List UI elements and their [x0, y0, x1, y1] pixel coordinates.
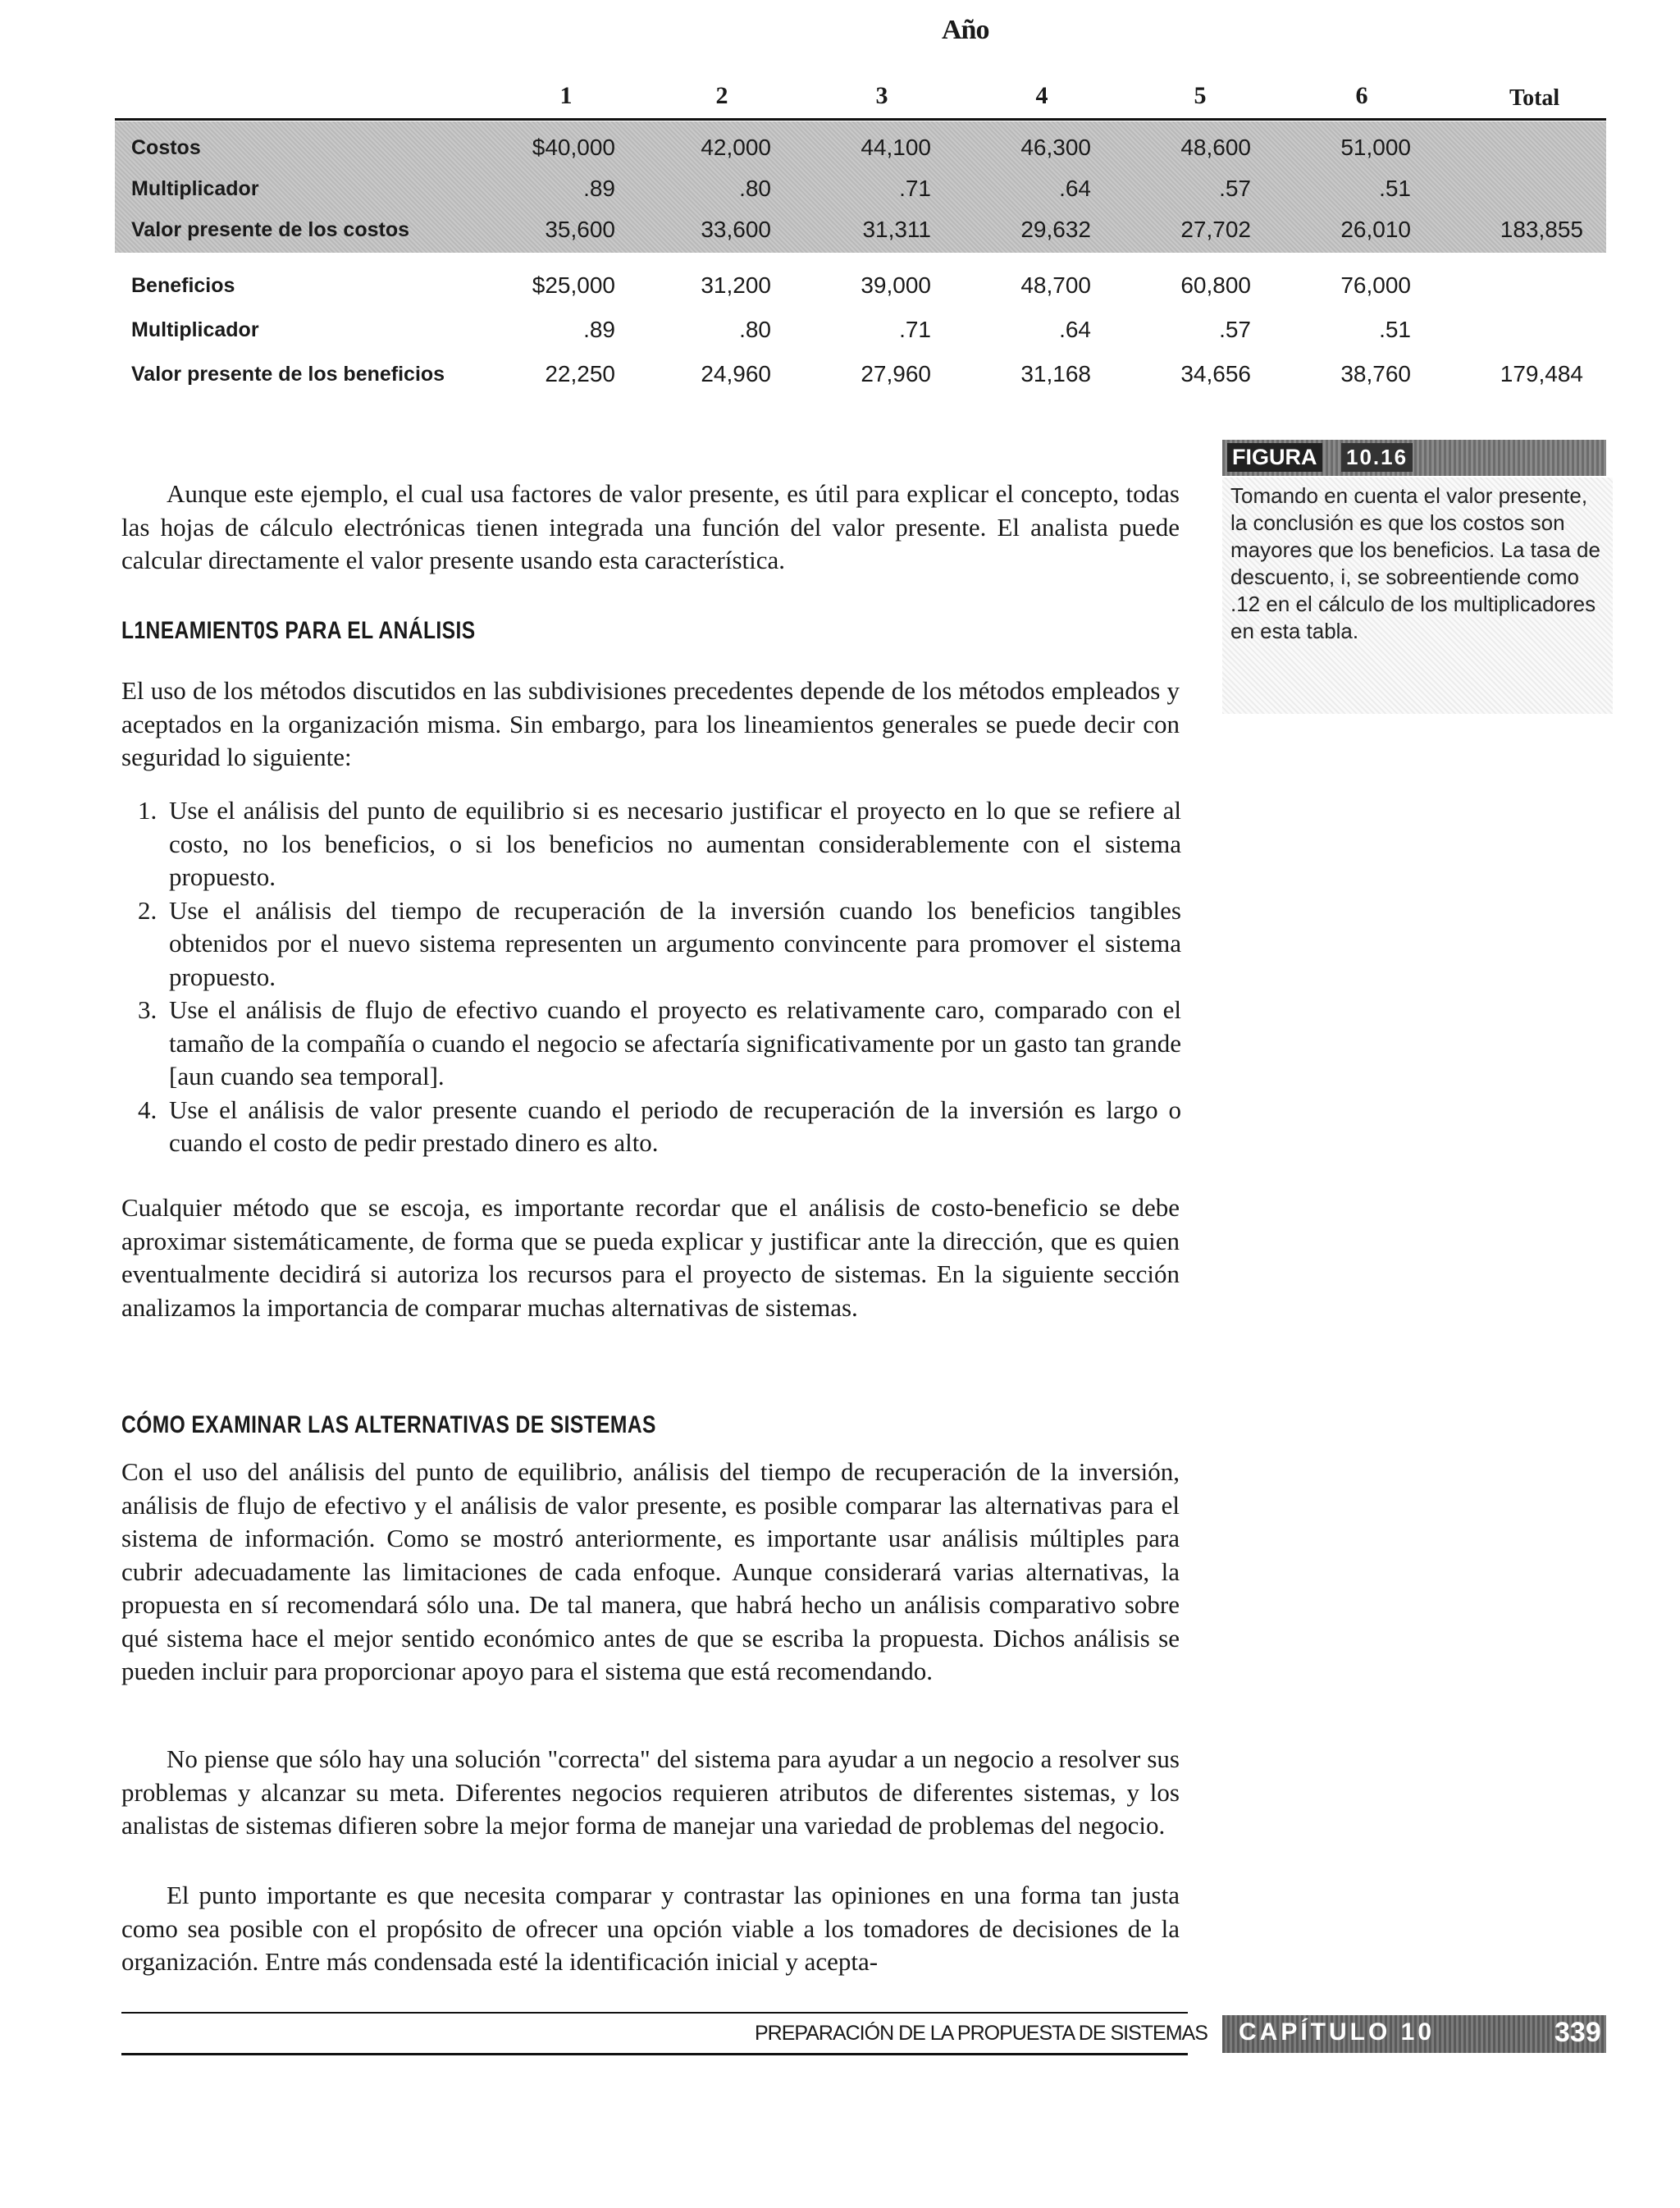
paragraph: Cualquier método que se escoja, es importante recordar que el análisis de costo-beneficio se debe aproximar sistemáticamente, de forma que se pueda explicar y justificar ante la dirección, que es quien eventualmente decidirá si autoriza los recursos para el proyecto de sistemas. En la siguiente sección analizamos la importancia de comparar muchas alternativas de sistemas. [121, 1193, 1180, 1322]
cell: .80 [739, 317, 771, 342]
section-heading: CÓMO EXAMINAR LAS ALTERNATIVAS DE SISTEMAS [121, 1411, 656, 1438]
row-label: Costos [131, 136, 201, 159]
cell: .51 [1379, 317, 1411, 342]
cell: 44,100 [861, 135, 931, 160]
guidelines-list [138, 794, 1181, 1160]
cell: 31,168 [1020, 361, 1091, 386]
list-number: 3. [138, 995, 158, 1024]
cell: .51 [1379, 176, 1411, 201]
list-text: Use el análisis de flujo de efectivo cuando el proyecto es relativamente caro, comparado con el tamaño de la compañía o cuando el negocio se afectaría significativamente por un gasto tan grande [aun cuando sea temporal]. [169, 995, 1181, 1090]
cell: 35,600 [545, 217, 615, 242]
row-label: Multiplicador [131, 177, 259, 200]
cell: 29,632 [1020, 217, 1091, 242]
cell-total: 179,484 [1500, 361, 1583, 386]
cell: 34,656 [1180, 361, 1251, 386]
year-3: 3 [875, 82, 888, 109]
paragraph: El uso de los métodos discutidos en las subdivisiones precedentes depende de los métodos empleados y aceptados en la organización misma. Sin embargo, para los lineamientos generales se puede decir con seguridad lo siguiente: [121, 676, 1180, 771]
cell: 27,702 [1180, 217, 1251, 242]
section-heading: L1NEAMIENT0S PARA EL ANÁLISIS [121, 617, 476, 644]
list-number: 2. [138, 895, 158, 925]
cell: 31,311 [862, 217, 931, 242]
cell: 31,200 [701, 272, 771, 298]
cell: 48,600 [1180, 135, 1251, 160]
cell: .89 [583, 317, 615, 342]
cell: .89 [583, 176, 615, 201]
cell: $25,000 [532, 272, 615, 298]
year-1: 1 [559, 82, 573, 109]
paragraph: Con el uso del análisis del punto de equilibrio, análisis del tiempo de recuperación de la inversión, análisis de flujo de efectivo y el análisis de valor presente, es posible comparar las alternativas para el sistema de información. Como se mostró anteriormente, es importante usar análisis múltiples para cubrir adecuadamente las limitaciones de cada enfoque. Aunque considerará varias alternativas, la propuesta en sí recomendará sólo una. De tal manera, que habrá hecho un análisis comparativo sobre qué sistema hace el mejor sentido económico antes de que se escriba la propuesta. Dichos análisis se pueden incluir para proporcionar apoyo para el sistema que está recomendando. [121, 1457, 1180, 1685]
cell: .71 [899, 317, 931, 342]
table-row-benefits [115, 267, 1606, 307]
total-header: Total [1509, 85, 1560, 111]
row-label: Multiplicador [131, 318, 259, 341]
table-row-costs [115, 130, 1606, 169]
list-text: Use el análisis de valor presente cuando el periodo de recuperación de la inversión es largo o cuando el costo de pedir prestado dinero es alto. [169, 1095, 1181, 1157]
cell: .71 [899, 176, 931, 201]
year-6: 6 [1355, 82, 1368, 109]
footer-rule-bottom [121, 2053, 1188, 2055]
cell: 24,960 [701, 361, 771, 386]
cell: 22,250 [545, 361, 615, 386]
year-4: 4 [1035, 82, 1048, 109]
cell: $40,000 [532, 135, 615, 160]
cell: 48,700 [1020, 272, 1091, 298]
cell: 38,760 [1340, 361, 1411, 386]
cell: .57 [1219, 176, 1251, 201]
running-footer-title: PREPARACIÓN DE LA PROPUESTA DE SISTEMAS [755, 2022, 1208, 2045]
list-item [138, 794, 1181, 894]
cell: 51,000 [1340, 135, 1411, 160]
cell: .57 [1219, 317, 1251, 342]
chapter-label: CAPÍTULO 10 [1239, 2018, 1436, 2046]
cell: .64 [1059, 317, 1091, 342]
table-row-present-value-costs [115, 212, 1606, 251]
figure-label: FIGURA [1227, 443, 1322, 472]
footer-rule-top [121, 2012, 1188, 2014]
figure-number: 10.16 [1341, 443, 1413, 472]
page-number: 339 [1554, 2017, 1601, 2048]
cell: 27,960 [861, 361, 931, 386]
list-text: Use el análisis del tiempo de recuperación de la inversión cuando los beneficios tangibles obtenidos por el nuevo sistema representen un argumento convincente para promover el sistema propuesto. [169, 895, 1181, 991]
table-row-multiplier [115, 171, 1606, 210]
list-text: Use el análisis del punto de equilibrio si es necesario justificar el proyecto en lo que se refiere al costo, no los beneficios, o si los beneficios no aumentan considerablemente con el sistema propuesto. [169, 796, 1181, 891]
year-5: 5 [1194, 82, 1207, 109]
figure-caption: Tomando en cuenta el valor presente, la conclusión es que los costos son mayores que los beneficios. La tasa de descuento, i, se sobreentiende como .12 en el cálculo de los multiplicadores en esta tabla. [1222, 478, 1613, 714]
row-label: Valor presente de los costos [131, 218, 410, 241]
cell: 39,000 [861, 272, 931, 298]
row-label: Beneficios [131, 274, 235, 297]
list-item [138, 894, 1181, 994]
list-item [138, 994, 1181, 1094]
list-number: 1. [138, 796, 158, 825]
year-header: Año [942, 15, 989, 45]
cell: 76,000 [1340, 272, 1411, 298]
cell: 60,800 [1180, 272, 1251, 298]
cell: .80 [739, 176, 771, 201]
paragraph: El punto importante es que necesita comparar y contrastar las opiniones en una forma tan justa como sea posible con el propósito de ofrecer una opción viable a los tomadores de decisiones de la organización. Entre más condensada esté la identificación inicial y acepta- [121, 1881, 1180, 1976]
paragraph: No piense que sólo hay una solución "correcta" del sistema para ayudar a un negocio a resolver sus problemas y alcanzar su meta. Diferentes negocios requieren atributos de diferentes sistemas, y los analistas de sistemas difieren sobre la mejor forma de manejar una variedad de problemas del negocio. [121, 1744, 1180, 1840]
row-label: Valor presente de los beneficios [131, 363, 445, 386]
list-item [138, 1094, 1181, 1160]
cell: 42,000 [701, 135, 771, 160]
list-number: 4. [138, 1095, 158, 1124]
table-row-multiplier [115, 312, 1606, 351]
cell: 26,010 [1340, 217, 1411, 242]
paragraph: Aunque este ejemplo, el cual usa factores de valor presente, es útil para explicar el concepto, todas las hojas de cálculo electrónicas tienen integrada una función del valor presente. El analista puede calcular directamente el valor presente usando esta característica. [121, 479, 1180, 574]
cell: 33,600 [701, 217, 771, 242]
year-2: 2 [715, 82, 728, 109]
cell: 46,300 [1020, 135, 1091, 160]
cell: .64 [1059, 176, 1091, 201]
table-row-present-value-benefits [115, 356, 1606, 395]
table-top-rule [115, 118, 1606, 121]
cell-total: 183,855 [1500, 217, 1583, 242]
